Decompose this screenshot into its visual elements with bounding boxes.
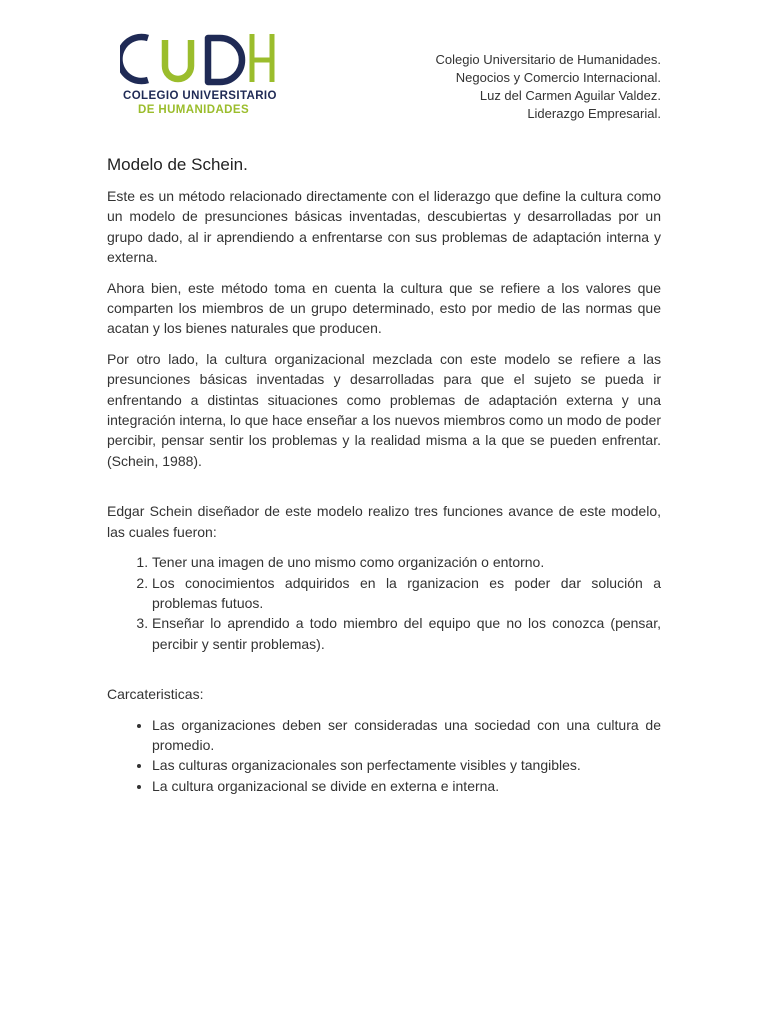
spacer <box>107 664 661 684</box>
paragraph-2: Ahora bien, este método toma en cuenta la cultura que se refiere a los valores que comparten los miembros de un grupo determinado, esto por medio de las normas que acatan y los bienes naturales que producen. <box>107 279 661 337</box>
logo-text-line1: COLEGIO UNIVERSITARIO <box>123 90 277 102</box>
cudh-logo-mark <box>120 30 280 88</box>
numbered-item: 2. Los conocimientos adquiridos en la rganizacion es poder dar solución a problemas futuos. <box>152 573 661 614</box>
list-intro: Edgar Schein diseñador de este modelo realizo tres funciones avance de este modelo, las cuales fueron: <box>107 503 661 540</box>
document-title: Modelo de Schein. <box>107 155 248 174</box>
header-line-course: Liderazgo Empresarial. <box>527 106 661 121</box>
logo-text-line2: DE HUMANIDADES <box>138 104 250 116</box>
numbered-item: 3. Enseñar lo aprendido a todo miembro del equipo que no los conozca (pensar, percibir y sentir problemas). <box>152 613 661 654</box>
header-line-program: Negocios y Comercio Internacional. <box>455 70 661 85</box>
bullet-item: • Las culturas organizacionales son perfectamente visibles y tangibles. <box>152 755 661 775</box>
cudh-logo <box>120 30 290 120</box>
numbered-list <box>107 552 661 654</box>
numbered-item: 1. Tener una imagen de uno mismo como organización o entorno. <box>152 552 661 572</box>
bullet-item: • Las organizaciones deben ser consideradas una sociedad con una cultura de promedio. <box>152 715 661 756</box>
characteristics-label: Carcateristicas: <box>107 686 204 703</box>
header-line-author: Luz del Carmen Aguilar Valdez. <box>479 88 661 103</box>
spacer <box>107 481 661 501</box>
bullet-item: • La cultura organizacional se divide en externa e interna. <box>152 776 661 796</box>
paragraph-3: Por otro lado, la cultura organizacional mezclada con este modelo se refiere a las presunciones básicas inventadas y desarrolladas para que el sujeto se pueda ir enfrentando a distintas situaciones como problemas de adaptación externa y una integración interna, lo que hace enseñar a los nuevos miembros como un modo de poder percibir, pensar sentir los problemas y la realidad misma a la que se pueden enfrentar. (Schein, 1988). <box>107 350 661 469</box>
paragraph-1: Este es un método relacionado directamente con el liderazgo que define la cultura como un modelo de presunciones básicas inventadas, descubiertas y desarrolladas por un grupo dado, al ir aprendiendo a enfrentarse con sus problemas de adaptación interna y externa. <box>107 188 661 266</box>
header-info <box>436 51 661 123</box>
document-body <box>107 155 661 806</box>
bullet-list <box>107 715 661 797</box>
header-line-institution: Colegio Universitario de Humanidades. <box>435 52 661 67</box>
